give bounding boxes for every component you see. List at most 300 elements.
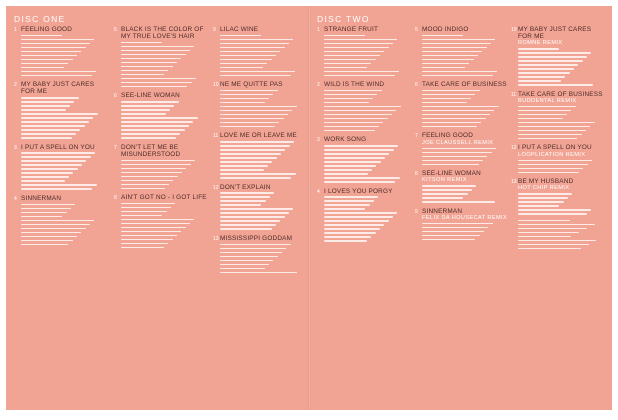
credit-line — [121, 109, 170, 111]
credit-line — [21, 97, 79, 99]
credit-line — [324, 55, 380, 57]
credit-line — [422, 197, 463, 199]
track-title: LOVE ME OR LEAVE ME — [220, 132, 297, 140]
credit-line — [220, 248, 286, 250]
credit-line — [324, 204, 370, 206]
credit-line — [422, 185, 476, 187]
closing-notes — [518, 220, 604, 250]
track-entry — [213, 132, 306, 178]
track-title: I LOVES YOU PORGY — [324, 187, 393, 195]
credit-line — [121, 54, 186, 56]
track-credits — [121, 203, 207, 249]
track-header — [317, 81, 410, 88]
track-credits — [422, 90, 508, 128]
credit-line — [21, 216, 62, 218]
track-title: MY BABY JUST CARES FOR ME — [518, 26, 592, 41]
credit-line — [220, 256, 278, 258]
credit-line — [220, 252, 282, 254]
credit-line — [324, 114, 392, 116]
credit-line — [518, 84, 593, 86]
track-number: 13 — [511, 179, 517, 186]
track-title: AIN'T GOT NO - I GOT LIFE — [121, 194, 207, 202]
credit-line — [121, 188, 165, 190]
track-entry — [415, 170, 508, 203]
credit-line — [324, 94, 377, 96]
track-number: 4 — [317, 188, 320, 195]
track-title: BLACK IS THE COLOR OF MY TRUE LOVE'S HAIR — [121, 26, 204, 41]
credit-line — [518, 160, 592, 162]
credit-line — [21, 121, 89, 123]
credit-line — [518, 213, 587, 215]
track-header — [14, 144, 107, 151]
credit-line — [422, 126, 477, 128]
credit-line — [220, 192, 274, 194]
track-header — [213, 26, 306, 33]
credit-line — [324, 169, 372, 171]
track-credits — [21, 152, 107, 190]
credit-line — [518, 114, 567, 116]
credit-line — [21, 236, 77, 238]
credit-line — [518, 48, 559, 50]
credit-line — [422, 114, 490, 116]
credit-line — [324, 130, 375, 132]
credit-line — [220, 244, 291, 246]
credit-line — [324, 102, 369, 104]
credit-line — [518, 60, 583, 62]
track-number: 3 — [317, 137, 320, 144]
track-header — [14, 195, 107, 202]
credit-line — [220, 169, 264, 171]
track-number: 11 — [511, 91, 517, 98]
credit-line — [422, 227, 488, 229]
disc-one-column — [114, 26, 207, 253]
credit-line — [121, 247, 164, 249]
credit-line — [121, 243, 168, 245]
credit-line — [121, 50, 190, 52]
credit-line — [121, 129, 185, 131]
credit-line — [220, 106, 297, 108]
credit-line — [220, 35, 261, 37]
credit-line — [21, 184, 97, 186]
track-header — [317, 188, 410, 195]
track-header — [511, 26, 604, 40]
credit-line — [21, 59, 73, 61]
credit-line — [21, 35, 62, 37]
credit-line — [324, 39, 397, 41]
track-remix: JOE CLAUSSELL REMIX — [422, 139, 494, 146]
credit-line — [518, 68, 574, 70]
credit-line — [21, 129, 80, 131]
credit-line — [121, 121, 193, 123]
track-title: MY BABY JUST CARES FOR ME — [21, 81, 95, 96]
credit-line — [21, 180, 65, 182]
track-number: 6 — [415, 82, 418, 89]
track-credits — [220, 192, 306, 230]
track-title: SEE-LINE WOMAN — [121, 92, 180, 100]
credit-line — [422, 201, 495, 203]
track-remix: HOT CHIP REMIX — [518, 185, 570, 192]
track-remix: BUDDENTAL REMIX — [518, 98, 577, 105]
credit-line — [220, 43, 289, 45]
credit-line — [21, 204, 75, 206]
credit-line — [324, 98, 373, 100]
track-title: FEELING GOOD — [422, 132, 474, 140]
credit-line — [518, 118, 563, 120]
credit-line — [220, 39, 293, 41]
credit-line — [220, 141, 294, 143]
credit-line — [324, 47, 389, 49]
credit-line — [518, 209, 591, 211]
disc-two-title: DISC TWO — [317, 14, 370, 24]
credit-line — [324, 165, 376, 167]
track-title: DON'T EXPLAIN — [220, 183, 271, 191]
disc-one-column — [213, 26, 306, 278]
track-number: 5 — [114, 27, 117, 33]
track-header — [415, 132, 508, 139]
credit-line — [21, 208, 71, 210]
credit-line — [422, 55, 478, 57]
credit-line — [324, 90, 382, 92]
track-title: DON'T LET ME BE MISUNDERSTOOD — [121, 143, 181, 158]
track-entry — [511, 144, 604, 173]
credit-line — [21, 176, 69, 178]
track-entry — [213, 184, 306, 230]
credit-line — [121, 235, 177, 237]
track-number: 4 — [14, 195, 17, 202]
track-entry — [14, 26, 107, 76]
track-credits — [21, 35, 107, 77]
credit-line — [220, 272, 297, 274]
credit-line — [422, 47, 487, 49]
credit-line — [324, 236, 371, 238]
credit-line — [422, 75, 493, 77]
track-title: BE MY HUSBAND — [518, 178, 574, 186]
track-header — [415, 170, 508, 177]
credit-line — [422, 110, 494, 112]
credit-line — [121, 82, 192, 84]
track-number: 13 — [213, 235, 219, 242]
credit-line — [324, 153, 389, 155]
credit-line — [21, 244, 68, 246]
credit-line — [121, 184, 169, 186]
track-credits — [324, 90, 410, 132]
credit-line — [324, 212, 397, 214]
credit-line — [21, 220, 94, 222]
credit-line — [422, 156, 487, 158]
credit-line — [422, 51, 482, 53]
credit-line — [21, 113, 98, 115]
track-title: SEE-LINE WOMAN — [422, 170, 481, 178]
track-credits — [422, 185, 508, 203]
track-header — [511, 144, 604, 151]
credit-line — [220, 71, 295, 73]
credit-line — [121, 70, 168, 72]
credit-line — [21, 168, 78, 170]
track-credits — [324, 35, 410, 77]
credit-line — [220, 63, 267, 65]
track-title: LILAC WINE — [220, 26, 259, 33]
credit-line — [220, 102, 265, 104]
credit-line — [518, 76, 565, 78]
track-credits — [518, 48, 604, 86]
credit-line — [21, 109, 66, 111]
credit-line — [121, 168, 186, 170]
credit-line — [324, 157, 385, 159]
credit-line — [422, 164, 479, 166]
disc-one-column — [14, 26, 107, 250]
track-credits — [422, 223, 508, 241]
track-credits — [121, 42, 207, 88]
credit-line — [518, 224, 595, 226]
track-entry — [14, 144, 107, 190]
disc-one-title: DISC ONE — [14, 14, 66, 24]
credit-line — [324, 67, 367, 69]
track-header — [213, 184, 306, 191]
credit-line — [220, 122, 279, 124]
credit-line — [121, 223, 190, 225]
credit-line — [21, 105, 70, 107]
track-title: I PUT A SPELL ON YOU — [21, 143, 95, 151]
credit-line — [121, 62, 177, 64]
track-header — [317, 136, 410, 143]
credit-line — [220, 173, 296, 175]
credit-line — [220, 149, 285, 151]
track-title: SINNERMAN — [422, 207, 463, 215]
credit-line — [518, 220, 570, 222]
credit-line — [121, 101, 179, 103]
credit-line — [21, 212, 67, 214]
track-entry — [415, 132, 508, 165]
credit-line — [220, 67, 263, 69]
credit-line — [518, 168, 583, 170]
credit-line — [422, 160, 483, 162]
credit-line — [324, 126, 379, 128]
credit-line — [324, 106, 401, 108]
track-header — [213, 81, 306, 88]
credit-line — [324, 35, 365, 37]
credit-line — [220, 114, 288, 116]
credit-line — [21, 47, 86, 49]
credit-line — [324, 110, 396, 112]
track-header — [511, 91, 604, 98]
track-header — [114, 26, 207, 40]
credit-line — [21, 224, 90, 226]
credit-line — [518, 72, 570, 74]
credit-line — [220, 98, 269, 100]
track-credits — [21, 97, 107, 139]
credit-line — [220, 94, 273, 96]
credit-line — [422, 189, 472, 191]
credit-line — [422, 102, 467, 104]
credit-line — [21, 39, 94, 41]
credit-line — [422, 39, 495, 41]
credit-line — [422, 67, 465, 69]
track-entry — [317, 81, 410, 131]
track-number: 3 — [14, 144, 17, 151]
credit-line — [422, 90, 480, 92]
credit-line — [518, 236, 571, 238]
credit-line — [220, 90, 278, 92]
track-entry — [511, 91, 604, 140]
track-credits — [220, 90, 306, 128]
credit-line — [220, 51, 280, 53]
track-entry — [114, 194, 207, 248]
credit-line — [422, 231, 484, 233]
credit-line — [121, 160, 195, 162]
credit-line — [21, 117, 93, 119]
track-header — [114, 144, 207, 158]
credit-line — [121, 239, 173, 241]
credit-line — [422, 122, 481, 124]
credit-line — [220, 216, 285, 218]
credit-line — [324, 196, 378, 198]
credit-line — [121, 137, 176, 139]
credit-line — [324, 208, 365, 210]
credit-line — [324, 59, 376, 61]
disc-two-column — [415, 26, 508, 245]
track-title: WILD IS THE WIND — [324, 81, 385, 89]
track-credits — [518, 193, 604, 215]
credit-line — [518, 240, 596, 242]
credit-line — [422, 239, 475, 241]
credit-line — [220, 200, 266, 202]
credit-line — [21, 240, 73, 242]
credit-line — [324, 216, 393, 218]
track-credits — [518, 160, 604, 174]
credit-line — [220, 157, 277, 159]
track-credits — [324, 145, 410, 183]
track-number: 2 — [14, 82, 17, 89]
track-credits — [220, 35, 306, 77]
credit-line — [324, 161, 381, 163]
credit-line — [324, 232, 376, 234]
credit-line — [220, 161, 272, 163]
credit-line — [121, 231, 181, 233]
track-header — [511, 178, 604, 185]
track-entry — [114, 92, 207, 138]
credit-line — [21, 133, 76, 135]
credit-line — [422, 63, 469, 65]
track-header — [14, 81, 107, 95]
credit-line — [324, 240, 367, 242]
credit-line — [121, 117, 198, 119]
credit-line — [220, 212, 289, 214]
track-number: 5 — [415, 27, 418, 33]
credit-line — [220, 118, 284, 120]
credit-line — [121, 203, 175, 205]
credit-line — [422, 94, 475, 96]
credit-line — [121, 74, 164, 76]
credit-line — [324, 51, 384, 53]
track-entry — [415, 81, 508, 127]
credit-line — [518, 110, 571, 112]
credit-line — [324, 122, 383, 124]
track-header — [415, 208, 508, 215]
track-number: 12 — [213, 184, 219, 191]
credit-line — [518, 64, 578, 66]
credit-line — [220, 59, 272, 61]
track-entry — [415, 208, 508, 241]
credit-line — [220, 228, 272, 230]
credit-line — [21, 101, 74, 103]
credit-line — [121, 133, 180, 135]
track-entry — [511, 26, 604, 86]
credit-line — [422, 118, 486, 120]
track-number: 1 — [14, 27, 17, 33]
track-title: NE ME QUITTE PAS — [220, 81, 283, 89]
track-credits — [21, 204, 107, 246]
credit-line — [220, 208, 293, 210]
credit-line — [518, 138, 577, 140]
credit-line — [518, 52, 591, 54]
credit-line — [220, 126, 275, 128]
credit-line — [324, 177, 400, 179]
credit-line — [21, 137, 72, 139]
credit-line — [518, 122, 595, 124]
track-entry — [317, 188, 410, 242]
track-title: MOOD INDIGO — [422, 26, 469, 33]
track-header — [415, 81, 508, 88]
credit-line — [121, 86, 187, 88]
credit-line — [121, 211, 167, 213]
track-title: MISSISSIPPI GODDAM — [220, 234, 293, 242]
track-title: FEELING GOOD — [21, 26, 73, 33]
track-remix: LOOPLICATION REMIX — [518, 151, 586, 158]
credit-line — [220, 224, 276, 226]
credit-line — [518, 56, 587, 58]
credit-line — [324, 181, 395, 183]
track-credits — [518, 106, 604, 140]
credit-line — [518, 248, 581, 250]
track-title: WORK SONG — [324, 136, 367, 144]
track-number: 8 — [415, 171, 418, 178]
track-header — [213, 132, 306, 139]
credit-line — [121, 105, 174, 107]
credit-line — [121, 180, 173, 182]
track-credits — [220, 244, 306, 274]
track-credits — [121, 160, 207, 190]
credit-line — [422, 98, 471, 100]
track-header — [213, 235, 306, 242]
credit-line — [121, 172, 182, 174]
track-header — [114, 194, 207, 201]
credit-line — [422, 148, 496, 150]
credit-line — [21, 71, 96, 73]
credit-line — [324, 173, 368, 175]
credit-line — [324, 43, 393, 45]
credit-line — [121, 66, 173, 68]
credit-line — [518, 172, 579, 174]
credit-line — [21, 125, 85, 127]
credit-line — [518, 228, 587, 230]
credit-line — [21, 43, 90, 45]
track-credits — [324, 196, 410, 242]
credit-line — [422, 106, 499, 108]
credit-line — [220, 264, 269, 266]
credit-line — [518, 197, 568, 199]
track-remix: FELIX DA HOUSECAT REMIX — [422, 214, 508, 221]
disc-two-column — [511, 26, 604, 252]
credit-line — [518, 130, 586, 132]
track-header — [317, 26, 410, 33]
track-entry — [213, 26, 306, 76]
credit-line — [422, 223, 493, 225]
credit-line — [220, 47, 285, 49]
credit-line — [518, 205, 559, 207]
credit-line — [21, 156, 91, 158]
track-entry — [14, 81, 107, 138]
credit-line — [21, 63, 68, 65]
